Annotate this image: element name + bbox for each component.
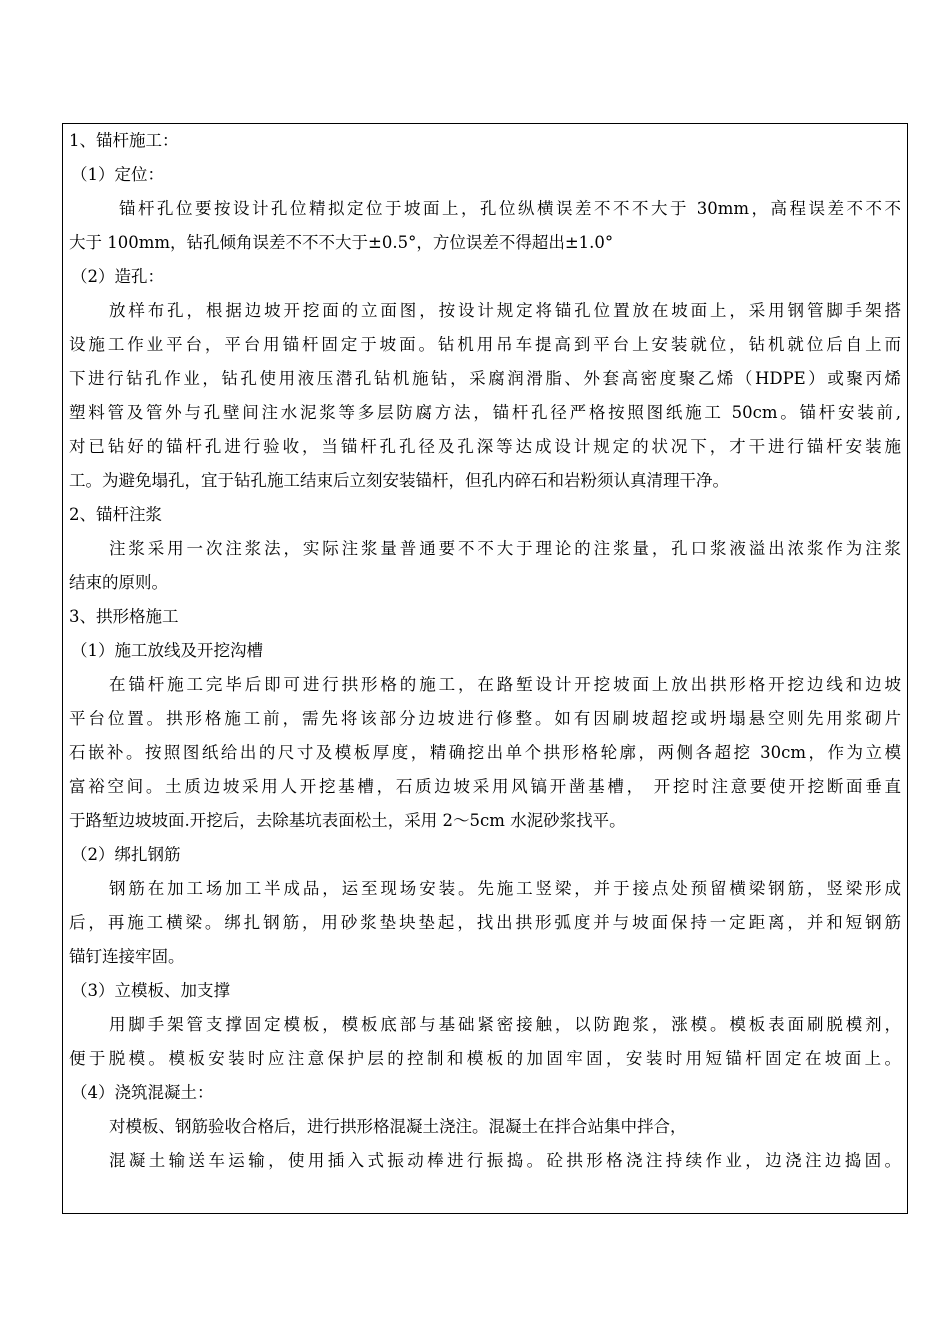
paragraph-line: 富裕空间。土质边坡采用人开挖基槽，石质边坡采用风镐开凿基槽， 开挖时注意要使开挖断面垂直 xyxy=(69,777,901,796)
paragraph-line: 设施工作业平台，平台用锚杆固定于坡面。钻机用吊车提高到平台上安装就位，钻机就位后自上而 xyxy=(69,335,901,354)
document-content xyxy=(69,124,901,1178)
paragraph-line: 大于 100mm，钻孔倾角误差不不不大于±0.5°，方位误差不得超出±1.0° xyxy=(69,233,614,252)
paragraph-line: 对已钻好的锚杆孔进行验收，当锚杆孔孔径及孔深等达成设计规定的状况下，才干进行锚杆安装施 xyxy=(69,437,901,456)
paragraph-line: 对模板、钢筋验收合格后，进行拱形格混凝土浇注。混凝土在拌合站集中拌合， xyxy=(109,1117,687,1136)
paragraph-line: 钢筋在加工场加工半成品，运至现场安装。先施工竖梁，并于接点处预留横梁钢筋，竖梁形成 xyxy=(109,879,901,898)
paragraph-line: 结束的原则。 xyxy=(69,573,168,592)
subsection-heading: （1）定位： xyxy=(71,165,164,184)
subsection-heading: （2）绑扎钢筋 xyxy=(71,845,181,864)
document-frame xyxy=(62,123,908,1214)
paragraph-line: 锚钉连接牢固。 xyxy=(69,947,185,966)
paragraph-line: 工。为避免塌孔，宜于钻孔施工结束后立刻安装锚杆，但孔内碎石和岩粉须认真清理干净。 xyxy=(69,471,729,490)
paragraph-line: 注浆采用一次注浆法，实际注浆量普通要不不大于理论的注浆量，孔口浆液溢出浓浆作为注浆 xyxy=(109,539,901,558)
paragraph-line: 用脚手架管支撑固定模板，模板底部与基础紧密接触，以防跑浆，涨模。模板表面刷脱模剂， xyxy=(109,1015,901,1034)
paragraph-line: 混凝土输送车运输，使用插入式振动棒进行振捣。砼拱形格浇注持续作业，边浇注边捣固。 xyxy=(109,1151,901,1170)
subsection-heading: （1）施工放线及开挖沟槽 xyxy=(71,641,263,660)
subsection-heading: （2）造孔： xyxy=(71,267,164,286)
paragraph-line: 平台位置。拱形格施工前，需先将该部分边坡进行修整。如有因刷坡超挖或坍塌悬空则先用浆砌片 xyxy=(69,709,901,728)
paragraph-line: 下进行钻孔作业，钻孔使用液压潜孔钻机施钻，采腐润滑脂、外套高密度聚乙烯（HDPE）或聚丙烯 xyxy=(69,369,901,388)
subsection-heading: （4）浇筑混凝土： xyxy=(71,1083,214,1102)
paragraph-line: 放样布孔，根据边坡开挖面的立面图，按设计规定将锚孔位置放在坡面上，采用钢管脚手架搭 xyxy=(109,301,901,320)
section-heading: 1、锚杆施工： xyxy=(69,131,179,150)
paragraph-line: 塑料管及管外与孔壁间注水泥浆等多层防腐方法，锚杆孔径严格按照图纸施工 50cm。锚杆安装前, xyxy=(69,403,901,422)
section-heading: 3、拱形格施工 xyxy=(69,607,179,626)
paragraph-line: 石嵌补。按照图纸给出的尺寸及模板厚度，精确挖出单个拱形格轮廓，两侧各超挖 30cm，作为立模 xyxy=(69,743,901,762)
paragraph-line: 便于脱模。模板安装时应注意保护层的控制和模板的加固牢固，安装时用短锚杆固定在坡面上。 xyxy=(69,1049,901,1068)
paragraph-line: 于路堑边坡坡面.开挖后，去除基坑表面松土，采用 2～5cm 水泥砂浆找平。 xyxy=(69,811,626,830)
subsection-heading: （3）立模板、加支撑 xyxy=(71,981,230,1000)
paragraph-line: 锚杆孔位要按设计孔位精拟定位于坡面上，孔位纵横误差不不不大于 30mm，高程误差不不不 xyxy=(119,199,901,218)
section-heading: 2、锚杆注浆 xyxy=(69,505,162,524)
paragraph-line: 在锚杆施工完毕后即可进行拱形格的施工，在路堑设计开挖坡面上放出拱形格开挖边线和边坡 xyxy=(109,675,901,694)
paragraph-line: 后，再施工横梁。绑扎钢筋，用砂浆垫块垫起，找出拱形弧度并与坡面保持一定距离，并和短钢筋 xyxy=(69,913,901,932)
